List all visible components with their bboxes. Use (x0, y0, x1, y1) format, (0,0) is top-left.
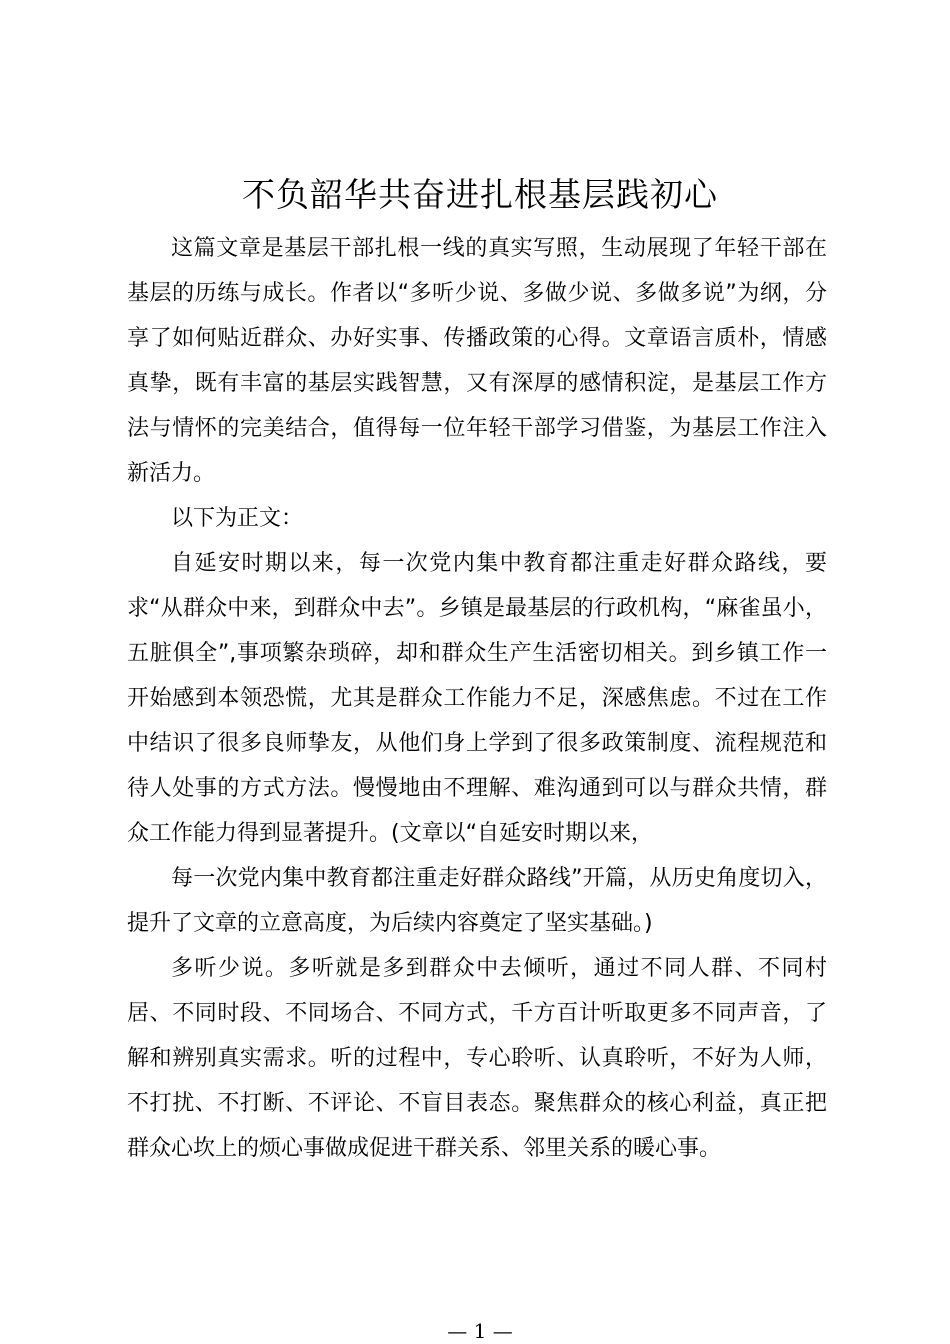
paragraph-body-3 (127, 946, 827, 1171)
text-line: 基层的历练与成长。作者以“多听少说、多做少说、多做多说”为纲，分 (127, 281, 827, 306)
text-line: 不打扰、不打断、不评论、不盲目表态。聚焦群众的核心利益，真正把 (127, 1091, 827, 1116)
text-line: 享了如何贴近群众、办好实事、传播政策的心得。文章语言质朴，情感 (127, 326, 827, 351)
text-line: 待人处事的方式方法。慢慢地由不理解、难沟通到可以与群众共情，群 (127, 776, 827, 801)
paragraph-main-text-label (127, 496, 827, 541)
text-line: 求“从群众中来，到群众中去”。乡镇是最基层的行政机构，“麻雀虽小， (127, 596, 827, 621)
text-line: 提升了文章的立意高度，为后续内容奠定了坚实基础。) (127, 911, 653, 936)
text-line: 众工作能力得到显著提升。(文章以“自延安时期以来， (127, 821, 653, 846)
text-line: 中结识了很多良师挚友，从他们身上学到了很多政策制度、流程规范和 (127, 731, 827, 756)
paragraph-body-1 (127, 541, 827, 856)
paragraph-intro (127, 226, 827, 496)
text-line: 五脏俱全”,事项繁杂琐碎，却和群众生产生活密切相关。到乡镇工作一 (127, 641, 827, 666)
page-number: — 1 — (447, 1319, 513, 1343)
text-line: 群众心坎上的烦心事做成促进干群关系、邻里关系的暖心事。 (127, 1136, 722, 1161)
text-line: 以下为正文： (171, 506, 304, 531)
text-line: 真挚，既有丰富的基层实践智慧，又有深厚的感情积淀，是基层工作方 (127, 371, 827, 396)
text-line: 法与情怀的完美结合，值得每一位年轻干部学习借鉴，为基层工作注入 (127, 416, 827, 441)
text-line: 每一次党内集中教育都注重走好群众路线”开篇，从历史角度切入， (171, 866, 827, 891)
text-line: 新活力。 (127, 461, 216, 486)
text-line: 居、不同时段、不同场合、不同方式，千方百计听取更多不同声音，了 (127, 1001, 827, 1026)
document-title: 不负韶华共奋进扎根基层践初心 (242, 175, 718, 214)
paragraph-body-2 (127, 856, 827, 946)
text-line: 多听少说。多听就是多到群众中去倾听，通过不同人群、不同村 (171, 956, 827, 981)
text-line: 解和辨别真实需求。听的过程中，专心聆听、认真聆听，不好为人师， (127, 1046, 827, 1071)
text-line: 这篇文章是基层干部扎根一线的真实写照，生动展现了年轻干部在 (171, 236, 827, 261)
text-line: 自延安时期以来，每一次党内集中教育都注重走好群众路线，要 (171, 551, 827, 576)
document-body (127, 226, 827, 1171)
text-line: 开始感到本领恐慌，尤其是群众工作能力不足，深感焦虑。不过在工作 (127, 686, 827, 711)
